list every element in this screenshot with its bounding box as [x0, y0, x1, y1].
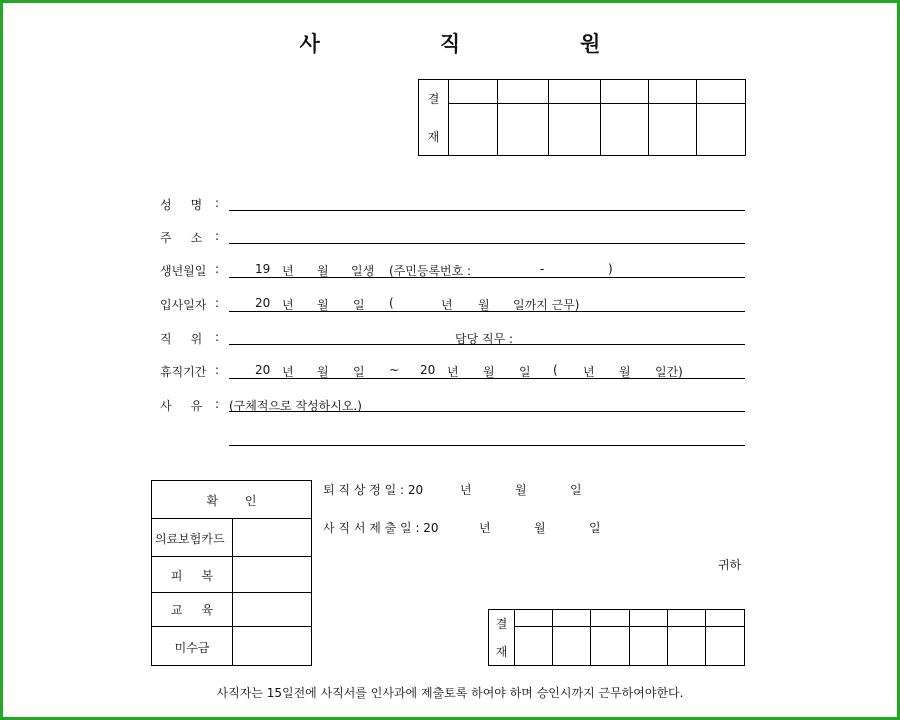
sign-cell[interactable] — [648, 80, 649, 155]
name-label: 성 명 — [160, 198, 203, 212]
colon: : — [215, 229, 220, 243]
name-field[interactable] — [229, 210, 745, 211]
colon: : — [215, 363, 220, 377]
leave-field[interactable] — [229, 378, 745, 379]
approval-box-top — [418, 79, 746, 156]
sign-cell[interactable] — [552, 610, 553, 665]
until-worked: 일까지 근무) — [513, 298, 580, 312]
day-unit: 일 — [589, 521, 601, 535]
month-unit: 월 — [317, 298, 329, 312]
approval-label: 결 재 — [419, 80, 449, 155]
hire-field[interactable] — [229, 311, 745, 312]
year-unit: 년 — [479, 521, 491, 535]
day-unit: 일 — [519, 365, 531, 379]
sign-cell[interactable] — [548, 80, 549, 155]
id-number-label: (주민등록번호 : — [389, 264, 472, 278]
title-char: 사 — [299, 32, 320, 56]
sign-cell[interactable] — [590, 610, 591, 665]
title-char: 직 — [439, 32, 461, 56]
sign-cell[interactable] — [696, 80, 697, 155]
day-unit: 일 — [570, 483, 582, 497]
reason-field-line-2[interactable] — [229, 445, 745, 446]
address-field[interactable] — [229, 243, 745, 244]
footer-notice: 사직자는 15일전에 사직서를 인사과에 제출토록 하여야 하며 승인시까지 근무하여야한다. — [216, 686, 684, 700]
approval-label: 결 재 — [489, 610, 515, 665]
id-dash: - — [540, 262, 545, 276]
birth-year-prefix: 19 — [255, 262, 271, 276]
sign-cell[interactable] — [600, 80, 601, 155]
position-field[interactable] — [229, 344, 745, 345]
position-label: 직 위 — [160, 332, 203, 346]
birth-label: 생년월일 — [160, 264, 207, 278]
month-unit: 월 — [483, 365, 495, 379]
address-label: 주 소 — [160, 231, 203, 245]
day-unit: 일 — [353, 298, 365, 312]
range-tilde: ~ — [389, 363, 400, 377]
sign-cell[interactable] — [629, 610, 630, 665]
year-unit: 년 — [447, 365, 459, 379]
confirm-row-label: 의료보험카드 — [155, 532, 225, 546]
year-unit: 년 — [282, 298, 294, 312]
leave-start-year: 20 — [255, 363, 271, 377]
confirm-row-label: 피 복 — [170, 569, 214, 583]
leave-label: 휴직기간 — [160, 365, 207, 379]
colon: : — [215, 196, 220, 210]
day-unit: 일생 — [351, 264, 375, 278]
reason-instruction: (구체적으로 작성하시오.) — [229, 399, 362, 413]
duty-label: 담당 직무 : — [455, 332, 514, 346]
hire-label: 입사일자 — [160, 298, 207, 312]
colon: : — [215, 296, 220, 310]
year-unit: 년 — [583, 365, 595, 379]
colon: : — [215, 397, 220, 411]
colon: : — [215, 262, 220, 276]
month-unit: 월 — [515, 483, 527, 497]
month-unit: 월 — [317, 264, 329, 278]
form-title — [0, 28, 900, 58]
leave-end-year: 20 — [420, 363, 436, 377]
retire-date-label: 퇴 직 상 정 일 : 20 — [323, 483, 424, 497]
year-unit: 년 — [282, 264, 294, 278]
confirm-row-label: 미수금 — [174, 641, 210, 655]
colon: : — [215, 330, 220, 344]
id-close: ) — [608, 262, 613, 276]
birth-field[interactable] — [229, 277, 745, 278]
reason-field-line-1[interactable] — [229, 411, 745, 412]
paren-open: ( — [553, 363, 558, 377]
year-unit: 년 — [460, 483, 472, 497]
duration-days: 일간) — [655, 365, 683, 379]
year-unit: 년 — [441, 298, 453, 312]
approval-box-bottom — [488, 609, 745, 666]
year-unit: 년 — [282, 365, 294, 379]
sign-cell[interactable] — [497, 80, 498, 155]
sign-cell[interactable] — [667, 610, 668, 665]
sign-cell[interactable] — [705, 610, 706, 665]
month-unit: 월 — [619, 365, 631, 379]
hire-year-prefix: 20 — [255, 296, 271, 310]
addressee: 귀하 — [718, 558, 742, 572]
month-unit: 월 — [534, 521, 546, 535]
month-unit: 월 — [317, 365, 329, 379]
confirm-row-label: 교 육 — [170, 603, 214, 617]
confirm-table — [151, 480, 312, 666]
submit-date-label: 사 직 서 제 출 일 : 20 — [323, 521, 439, 535]
reason-label: 사 유 — [160, 399, 203, 413]
confirm-header: 확 인 — [206, 494, 257, 508]
month-unit: 월 — [478, 298, 490, 312]
title-char: 원 — [580, 32, 601, 56]
day-unit: 일 — [353, 365, 365, 379]
paren-open: ( — [389, 296, 394, 310]
